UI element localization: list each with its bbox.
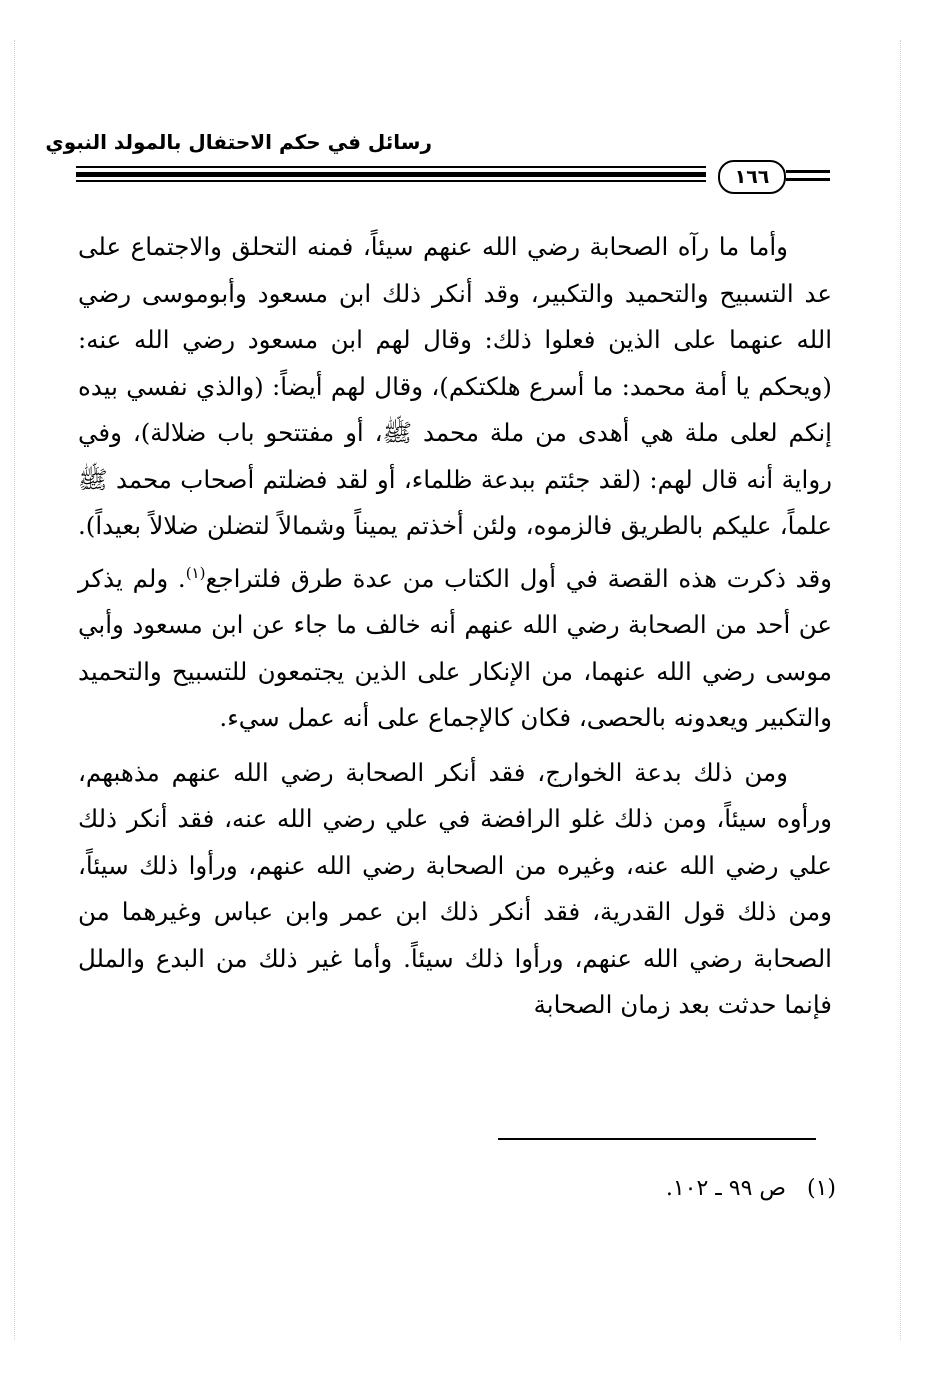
paragraph-2	[78, 750, 832, 1029]
header-rule-right-bottom	[786, 178, 830, 181]
footnote-divider	[498, 1138, 816, 1140]
header-rule-main	[76, 172, 706, 177]
main-text	[78, 224, 832, 1029]
footnote	[666, 1176, 836, 1201]
paragraph-2-text: ومن ذلك بدعة الخوارج، فقد أنكر الصحابة رضي الله عنهم مذهبهم، ورأوه سيئاً، ومن ذلك غلو الرافضة في علي رضي الله عنه، فقد أنكر ذلك علي رضي الله عنه، وغيره من الصحابة رضي الله عنهم، ورأوا ذلك سيئاً، ومن ذلك قول القدرية، فقد أنكر ذلك ابن عمر وابن عباس وغيرهما من الصحابة رضي الله عنهم، ورأوا ذلك سيئاً. وأما غير ذلك من البدع والملل فإنما حدثت بعد زمان الصحابة	[78, 757, 832, 1020]
paragraph-1-tail: . ولم يذكر عن أحد من الصحابة رضي الله عنهم أنه خالف ما جاء عن ابن مسعود وأبي موسى رضي الله عنهما، من الإنكار على الذين يجتمعون للتسبيح والتحميد والتكبير ويعدونه بالحصى، فكان كالإجماع على أنه عمل سيء.	[78, 563, 832, 733]
footnote-reference: (١)	[185, 563, 206, 582]
footnote-marker: (١)	[806, 1176, 836, 1201]
header-rule-top	[76, 166, 706, 168]
scan-noise-right	[900, 40, 901, 1340]
header-rule-right-top	[786, 170, 830, 173]
footnote-text: ص ٩٩ ـ ١٠٢.	[665, 1176, 786, 1201]
scan-noise-left	[14, 40, 15, 1340]
paragraph-1-text: وأما ما رآه الصحابة رضي الله عنهم سيئاً، فمنه التحلق والاجتماع على عد التسبيح والتحميد والتكبير، وقد أنكر ذلك ابن مسعود وأبوموسى رضي الله عنهما على الذين فعلوا ذلك: وقال لهم ابن مسعود رضي الله عنه: (ويحكم يا أمة محمد: ما أسرع هلكتكم)، وقال لهم أيضاً: (والذي نفسي بيده إنكم لعلى ملة هي أهدى من ملة محمد ﷺ، أو مفتتحو باب ضلالة)، وفي رواية أنه قال لهم: (لقد جئتم ببدعة ظلماء، أو لقد فضلتم أصحاب محمد ﷺ علماً، عليكم بالطريق فالزموه، ولئن أخذتم يميناً وشمالاً لتضلن ضلالاً بعيداً). وقد ذكرت هذه القصة في أول الكتاب من عدة طرق فلتراجع	[78, 232, 832, 593]
header-rule-bottom	[76, 180, 706, 182]
paragraph-1	[78, 224, 832, 742]
running-header-title: رسائل في حكم الاحتفال بالمولد النبوي	[45, 130, 432, 154]
page-number: ١٦٦	[718, 160, 786, 194]
